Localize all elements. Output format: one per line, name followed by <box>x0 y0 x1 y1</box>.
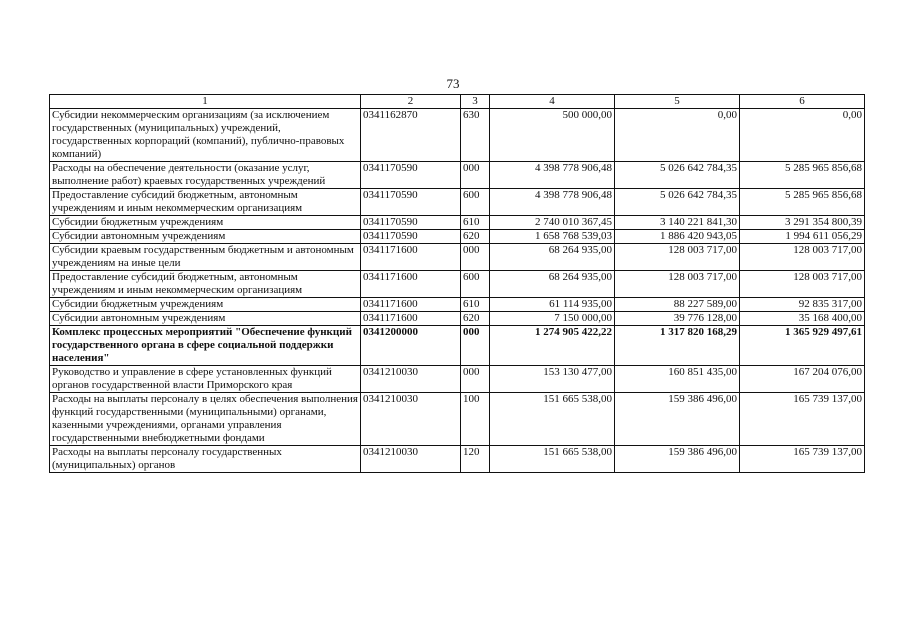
row-value-col6: 128 003 717,00 <box>740 244 865 271</box>
table-row <box>50 109 865 162</box>
row-value-col6: 1 994 611 056,29 <box>740 230 865 244</box>
row-value-col4: 151 665 538,00 <box>490 393 615 446</box>
row-value-col5: 159 386 496,00 <box>615 446 740 473</box>
table-row <box>50 271 865 298</box>
header-row <box>50 95 865 109</box>
row-kind-cell: 600 <box>461 271 490 298</box>
row-code-cell: 0341171600 <box>361 312 461 326</box>
row-value-col5: 159 386 496,00 <box>615 393 740 446</box>
row-value-col5: 88 227 589,00 <box>615 298 740 312</box>
row-code-cell: 0341171600 <box>361 298 461 312</box>
row-value-col6: 1 365 929 497,61 <box>740 326 865 366</box>
row-value-col4: 7 150 000,00 <box>490 312 615 326</box>
row-kind-cell: 000 <box>461 366 490 393</box>
row-code-cell: 0341171600 <box>361 244 461 271</box>
table-row <box>50 312 865 326</box>
row-value-col4: 500 000,00 <box>490 109 615 162</box>
row-value-col5: 128 003 717,00 <box>615 244 740 271</box>
row-name-cell: Субсидии бюджетным учреждениям <box>50 298 361 312</box>
row-name-cell: Субсидии бюджетным учреждениям <box>50 216 361 230</box>
row-value-col5: 160 851 435,00 <box>615 366 740 393</box>
row-value-col4: 151 665 538,00 <box>490 446 615 473</box>
row-name-cell: Комплекс процессных мероприятий "Обеспечение функций государственного органа в сфере социальной поддержки населения" <box>50 326 361 366</box>
header-cell: 5 <box>615 95 740 109</box>
row-name-cell: Субсидии краевым государственным бюджетным и автономным учреждениям на иные цели <box>50 244 361 271</box>
row-name-cell: Предоставление субсидий бюджетным, автономным учреждениям и иным некоммерческим организациям <box>50 189 361 216</box>
row-code-cell: 0341162870 <box>361 109 461 162</box>
row-kind-cell: 100 <box>461 393 490 446</box>
table-row <box>50 216 865 230</box>
row-value-col4: 61 114 935,00 <box>490 298 615 312</box>
row-code-cell: 0341210030 <box>361 393 461 446</box>
row-value-col5: 0,00 <box>615 109 740 162</box>
table-row <box>50 326 865 366</box>
row-name-cell: Руководство и управление в сфере установленных функций органов государственной власти Приморского края <box>50 366 361 393</box>
row-kind-cell: 000 <box>461 244 490 271</box>
row-name-cell: Субсидии автономным учреждениям <box>50 230 361 244</box>
row-value-col4: 68 264 935,00 <box>490 271 615 298</box>
header-cell: 2 <box>361 95 461 109</box>
row-kind-cell: 120 <box>461 446 490 473</box>
row-kind-cell: 630 <box>461 109 490 162</box>
row-kind-cell: 610 <box>461 216 490 230</box>
row-name-cell: Расходы на выплаты персоналу в целях обеспечения выполнения функций государственными (муниципальными) органами, казенными учреждениями, органами управления государственными внебюджетными фондами <box>50 393 361 446</box>
row-value-col6: 92 835 317,00 <box>740 298 865 312</box>
row-value-col5: 39 776 128,00 <box>615 312 740 326</box>
row-code-cell: 0341210030 <box>361 366 461 393</box>
header-cell: 4 <box>490 95 615 109</box>
row-value-col4: 153 130 477,00 <box>490 366 615 393</box>
table-row <box>50 162 865 189</box>
row-value-col6: 167 204 076,00 <box>740 366 865 393</box>
row-code-cell: 0341200000 <box>361 326 461 366</box>
row-value-col4: 68 264 935,00 <box>490 244 615 271</box>
row-value-col4: 1 274 905 422,22 <box>490 326 615 366</box>
row-value-col5: 1 886 420 943,05 <box>615 230 740 244</box>
header-cell: 1 <box>50 95 361 109</box>
row-code-cell: 0341170590 <box>361 189 461 216</box>
table-row <box>50 230 865 244</box>
row-value-col4: 4 398 778 906,48 <box>490 162 615 189</box>
row-value-col6: 128 003 717,00 <box>740 271 865 298</box>
row-value-col5: 1 317 820 168,29 <box>615 326 740 366</box>
header-cell: 3 <box>461 95 490 109</box>
row-code-cell: 0341170590 <box>361 162 461 189</box>
row-value-col5: 3 140 221 841,30 <box>615 216 740 230</box>
row-value-col5: 5 026 642 784,35 <box>615 162 740 189</box>
table-row <box>50 393 865 446</box>
row-code-cell: 0341170590 <box>361 216 461 230</box>
row-value-col6: 0,00 <box>740 109 865 162</box>
row-value-col6: 165 739 137,00 <box>740 446 865 473</box>
row-value-col4: 1 658 768 539,03 <box>490 230 615 244</box>
table-row <box>50 189 865 216</box>
table-row <box>50 244 865 271</box>
row-value-col6: 35 168 400,00 <box>740 312 865 326</box>
table-row <box>50 298 865 312</box>
row-kind-cell: 620 <box>461 230 490 244</box>
row-kind-cell: 000 <box>461 326 490 366</box>
page-number: 73 <box>446 76 460 91</box>
budget-table <box>49 94 865 473</box>
row-kind-cell: 620 <box>461 312 490 326</box>
row-value-col6: 5 285 965 856,68 <box>740 162 865 189</box>
row-name-cell: Субсидии автономным учреждениям <box>50 312 361 326</box>
table-row <box>50 446 865 473</box>
row-value-col6: 165 739 137,00 <box>740 393 865 446</box>
row-value-col6: 3 291 354 800,39 <box>740 216 865 230</box>
row-name-cell: Расходы на обеспечение деятельности (оказание услуг, выполнение работ) краевых государственных учреждений <box>50 162 361 189</box>
row-value-col4: 2 740 010 367,45 <box>490 216 615 230</box>
table-body <box>50 109 865 473</box>
header-cell: 6 <box>740 95 865 109</box>
table-row <box>50 366 865 393</box>
row-value-col5: 128 003 717,00 <box>615 271 740 298</box>
row-name-cell: Расходы на выплаты персоналу государственных (муниципальных) органов <box>50 446 361 473</box>
row-code-cell: 0341170590 <box>361 230 461 244</box>
row-value-col5: 5 026 642 784,35 <box>615 189 740 216</box>
row-kind-cell: 610 <box>461 298 490 312</box>
row-value-col4: 4 398 778 906,48 <box>490 189 615 216</box>
row-kind-cell: 000 <box>461 162 490 189</box>
row-code-cell: 0341171600 <box>361 271 461 298</box>
row-name-cell: Предоставление субсидий бюджетным, автономным учреждениям и иным некоммерческим организациям <box>50 271 361 298</box>
row-kind-cell: 600 <box>461 189 490 216</box>
row-value-col6: 5 285 965 856,68 <box>740 189 865 216</box>
row-code-cell: 0341210030 <box>361 446 461 473</box>
row-name-cell: Субсидии некоммерческим организациям (за исключением государственных (муниципальных) учреждений, государственных корпораций (компаний), публично-правовых компаний) <box>50 109 361 162</box>
